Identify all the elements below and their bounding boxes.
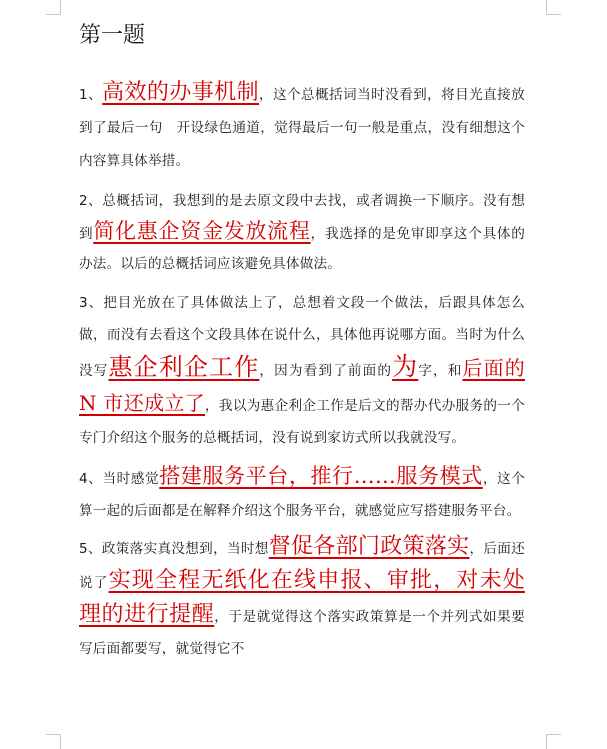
- highlighted-phrase: 实现全程无纸化在线申报、审批，对未处理的进行提醒: [79, 568, 525, 627]
- paragraph-text: ，因为看到了前面的: [259, 363, 393, 379]
- page-corner-mark-top-right: [546, 0, 561, 15]
- highlighted-phrase: 惠企利企工作: [108, 353, 260, 381]
- paragraph-number: 2、: [79, 193, 103, 209]
- paragraph-text: ，后面还说了: [79, 541, 525, 591]
- page-title: 第一题: [79, 23, 146, 48]
- highlighted-phrase: 高效的办事机制: [102, 80, 259, 105]
- paragraph-number: 3、: [79, 295, 104, 311]
- document-page: [79, 0, 525, 665]
- page-corner-mark-top-left: [46, 0, 61, 15]
- page-corner-mark-bottom-left: [46, 734, 61, 749]
- paragraph-1: [79, 76, 525, 178]
- highlighted-phrase: 为: [392, 352, 419, 381]
- paragraph-text: ，这个总概括词当时没看到，将目光直接放到了最后一句 开设绿色通道，觉得最后一句一般是重点，没有细想这个内容算具体举措。: [79, 87, 525, 169]
- paragraph-text: 总概括词，我想到的是去原文段中去找，或者调换一下顺序。没有想到: [79, 193, 525, 242]
- highlighted-phrase: 简化惠企资金发放流程: [93, 219, 311, 243]
- paragraph-5: [79, 531, 525, 665]
- paragraph-text: ，我以为惠企利企工作是后文的帮办代办服务的一个专门介绍这个服务的总概括词，没有说到家访式所以我就没写。: [79, 398, 525, 446]
- paragraph-text: 当时感觉: [102, 471, 160, 487]
- paragraph-text: ，这个算一起的后面都是在解释介绍这个服务平台，就感觉应写搭建服务平台。: [79, 471, 525, 519]
- paragraph-text: 把目光放在了具体做法上了，总想着文段一个做法，后跟具体怎么做，而没有去看这个文段具体在说什么，具体他再说哪方面。当时为什么没写: [79, 295, 525, 379]
- paragraph-text: 政策落实真没想到，当时想: [101, 541, 269, 557]
- paragraph-2: [79, 186, 525, 279]
- paragraph-number: 1、: [79, 87, 103, 103]
- paragraph-number: 4、: [79, 471, 103, 487]
- highlighted-phrase: 搭建服务平台，推行……服务模式: [159, 464, 483, 488]
- paragraph-text: ，我选择的是免审即享这个具体的办法。以后的总概括词应该避免具体做法。: [79, 226, 526, 272]
- page-corner-mark-bottom-right: [546, 734, 561, 749]
- highlighted-phrase: 后面的 N 市还成立了: [79, 356, 525, 415]
- highlighted-phrase: 督促各部门政策落实: [268, 534, 470, 559]
- paragraph-number: 5、: [79, 541, 102, 557]
- paragraph-text: ，于是就觉得这个落实政策算是一个并列式如果要写后面都要写，就觉得它不: [79, 609, 525, 657]
- paragraph-3: [79, 287, 525, 454]
- paragraph-text: 字，和: [418, 363, 463, 379]
- paragraph-4: [79, 460, 525, 527]
